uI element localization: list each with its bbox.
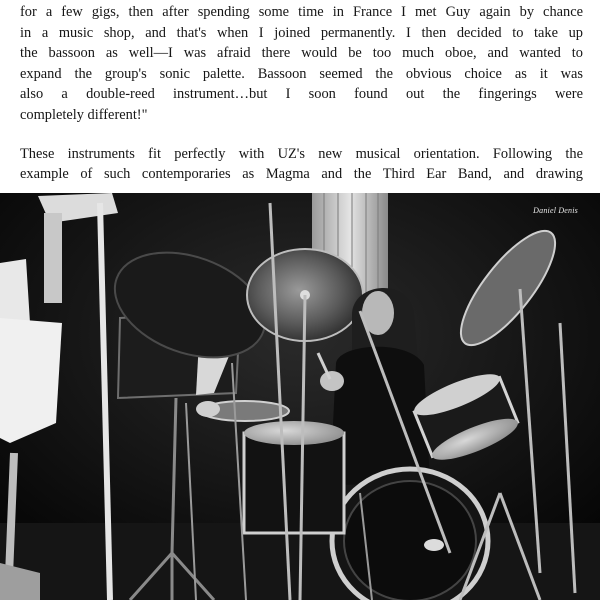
text-line: completely different!" xyxy=(20,106,148,123)
bass-drum-head xyxy=(344,481,476,600)
body-text xyxy=(20,2,583,185)
drummer-photo-illustration xyxy=(0,193,600,600)
stand-column xyxy=(44,213,62,303)
microphone-left xyxy=(196,401,220,417)
floor-tom xyxy=(244,433,344,533)
microphone xyxy=(424,539,444,551)
text-line: also a double-reed instrument…but I soon found out the fingerings were xyxy=(20,86,583,103)
concert-photo xyxy=(0,193,600,600)
text-line: in a music shop, and that's when I joined permanently. I then decided to take up xyxy=(20,24,583,41)
photo-credit: Daniel Denis xyxy=(533,206,578,215)
lamp-shade xyxy=(0,318,62,443)
text-line: expand the group's sonic palette. Bassoon seemed the obvious choice as it was xyxy=(20,65,583,82)
paragraph-narrative xyxy=(20,144,583,185)
paragraph-quote xyxy=(20,2,583,126)
text-line: example of such contemporaries as Magma and the Third Ear Band, and drawing xyxy=(20,166,583,183)
text-line: for a few gigs, then after spending some time in France I met Guy again by chance xyxy=(20,4,583,20)
paragraph-gap xyxy=(20,126,583,144)
drummer-hand xyxy=(320,371,344,391)
floor-tom-head xyxy=(244,421,344,445)
text-line: These instruments fit perfectly with UZ's new musical orientation. Following the xyxy=(20,145,583,162)
text-line: the bassoon as well—I was afraid there would be too much oboe, and wanted to xyxy=(20,45,583,62)
